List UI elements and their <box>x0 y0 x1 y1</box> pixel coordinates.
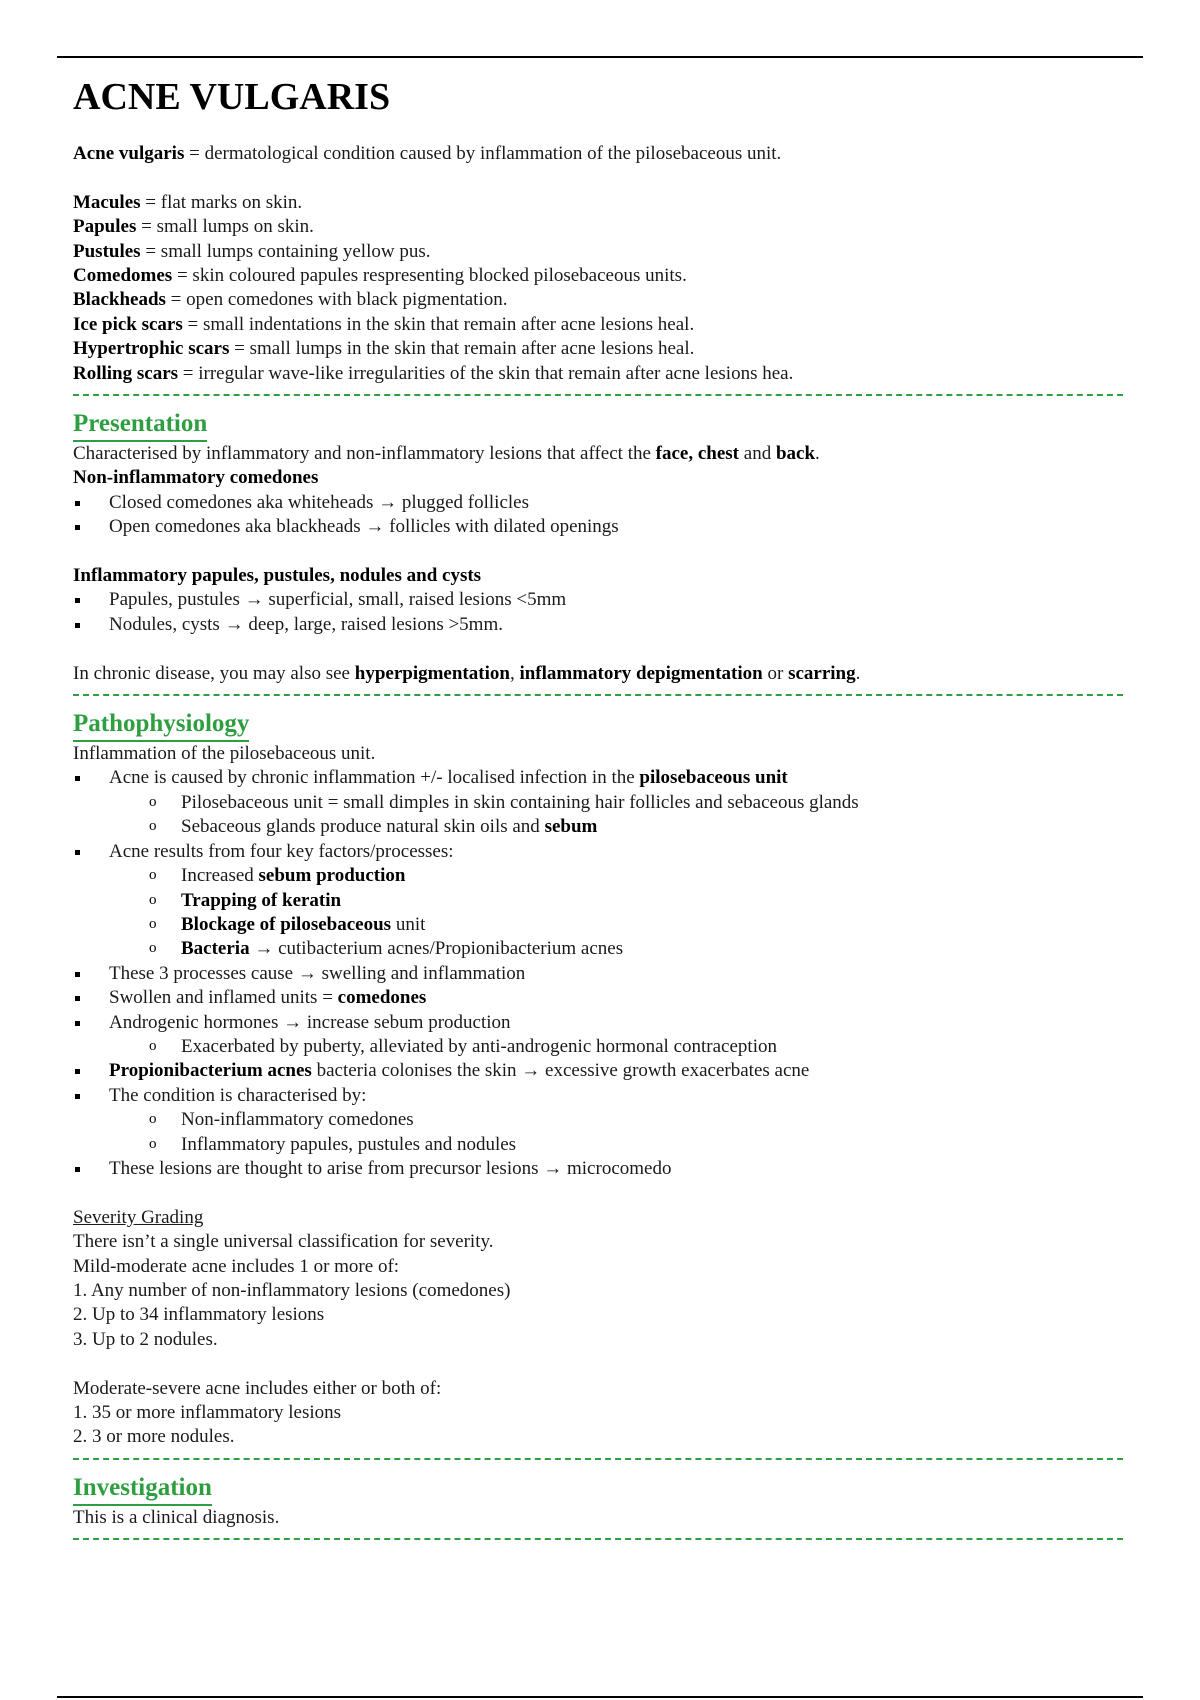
pathophysiology-intro: Inflammation of the pilosebaceous unit. <box>73 743 376 765</box>
inflammatory-list <box>73 588 1123 637</box>
definition-item: Hypertrophic scars = small lumps in the skin that remain after acne lesions heal. <box>73 338 695 360</box>
section-divider <box>73 1538 1123 1540</box>
sub-list <box>109 1035 1123 1059</box>
list-item: Nodules, cysts → deep, large, raised lesions >5mm. <box>73 613 1123 637</box>
severity-line: 1. 35 or more inflammatory lesions <box>73 1402 342 1424</box>
presentation-intro: Characterised by inflammatory and non-inflammatory lesions that affect the face, chest and back. <box>73 443 820 465</box>
list-item: These 3 processes cause → swelling and inflammation <box>73 962 1123 986</box>
list-item: Closed comedones aka whiteheads → plugged follicles <box>73 491 1123 515</box>
sub-list-item: o Pilosebaceous unit = small dimples in skin containing hair follicles and sebaceous glands <box>145 791 1123 815</box>
pathophysiology-heading: Pathophysiology <box>73 708 249 742</box>
pathophysiology-list <box>73 766 1123 1181</box>
page-title: ACNE VULGARIS <box>73 76 391 118</box>
list-item: Open comedones aka blackheads → follicles with dilated openings <box>73 515 1123 539</box>
severity-line: Mild-moderate acne includes 1 or more of: <box>73 1255 400 1277</box>
list-item: Acne results from four key factors/processes: o Increased sebum production o Trapping of keratin o Blockage of pilosebaceous unit o Bacteria → cutibacterium acnes/Propionibacterium acnes <box>73 840 1123 962</box>
severity-line: 3. Up to 2 nodules. <box>73 1328 218 1350</box>
inflammatory-heading: Inflammatory papules, pustules, nodules and cysts <box>73 565 482 587</box>
non-inflammatory-heading: Non-inflammatory comedones <box>73 467 319 489</box>
list-item: These lesions are thought to arise from precursor lesions → microcomedo <box>73 1157 1123 1181</box>
definition-item: Papules = small lumps on skin. <box>73 216 314 238</box>
definition-item: Blackheads = open comedones with black pigmentation. <box>73 289 508 311</box>
sub-list-item: o Trapping of keratin <box>145 889 1123 913</box>
bottom-rule <box>57 1696 1143 1698</box>
investigation-heading: Investigation <box>73 1472 212 1506</box>
sub-list <box>109 791 1123 840</box>
list-item: The condition is characterised by: o Non-inflammatory comedones o Inflammatory papules, pustules and nodules <box>73 1084 1123 1157</box>
severity-line: There isn’t a single universal classification for severity. <box>73 1231 494 1253</box>
sub-list-item: o Sebaceous glands produce natural skin oils and sebum <box>145 815 1123 839</box>
sub-list <box>109 1108 1123 1157</box>
severity-line: 2. 3 or more nodules. <box>73 1426 235 1448</box>
non-inflammatory-list <box>73 491 1123 540</box>
definition-item: Ice pick scars = small indentations in the skin that remain after acne lesions heal. <box>73 313 695 335</box>
definition-item: Comedomes = skin coloured papules respresenting blocked pilosebaceous units. <box>73 265 687 287</box>
list-item: Acne is caused by chronic inflammation +/- localised infection in the pilosebaceous unit o Pilosebaceous unit = small dimples in skin containing hair follicles and sebaceous glands o Sebaceous glands produce natural skin oils and sebum <box>73 766 1123 839</box>
sub-list-item: o Blockage of pilosebaceous unit <box>145 913 1123 937</box>
list-item: Papules, pustules → superficial, small, raised lesions <5mm <box>73 588 1123 612</box>
list-item: Swollen and inflamed units = comedones <box>73 986 1123 1010</box>
top-rule <box>57 56 1143 58</box>
investigation-section <box>73 1466 1123 1530</box>
section-divider <box>73 1458 1123 1460</box>
section-divider <box>73 694 1123 696</box>
sub-list-item: o Increased sebum production <box>145 864 1123 888</box>
severity-grading-heading: Severity Grading <box>73 1206 204 1228</box>
sub-list <box>109 864 1123 962</box>
section-divider <box>73 394 1123 396</box>
sub-list-item: o Non-inflammatory comedones <box>145 1108 1123 1132</box>
severity-line: 1. Any number of non-inflammatory lesions (comedones) <box>73 1280 511 1301</box>
definition-item: Pustules = small lumps containing yellow pus. <box>73 240 431 262</box>
presentation-heading: Presentation <box>73 408 207 442</box>
chronic-disease-note: In chronic disease, you may also see hyperpigmentation, inflammatory depigmentation or scarring. <box>73 662 861 684</box>
sub-list-item: o Bacteria → cutibacterium acnes/Propionibacterium acnes <box>145 937 1123 961</box>
presentation-section <box>73 402 1123 686</box>
pathophysiology-section <box>73 702 1123 1450</box>
list-item: Androgenic hormones → increase sebum production o Exacerbated by puberty, alleviated by anti-androgenic hormonal contraception <box>73 1011 1123 1060</box>
severity-line: 2. Up to 34 inflammatory lesions <box>73 1304 325 1326</box>
document-page <box>73 72 1123 1546</box>
intro-definition: Acne vulgaris = dermatological condition caused by inflammation of the pilosebaceous unit. <box>73 143 782 164</box>
list-item: Propionibacterium acnes bacteria colonises the skin → excessive growth exacerbates acne <box>73 1059 1123 1083</box>
severity-line: Moderate-severe acne includes either or both of: <box>73 1377 442 1399</box>
sub-list-item: o Inflammatory papules, pustules and nodules <box>145 1133 1123 1157</box>
sub-list-item: o Exacerbated by puberty, alleviated by anti-androgenic hormonal contraception <box>145 1035 1123 1059</box>
definition-item: Rolling scars = irregular wave-like irregularities of the skin that remain after acne lesions hea. <box>73 362 794 384</box>
definitions-list <box>73 191 1123 386</box>
definition-item: Macules = flat marks on skin. <box>73 191 303 213</box>
investigation-text: This is a clinical diagnosis. <box>73 1506 280 1528</box>
